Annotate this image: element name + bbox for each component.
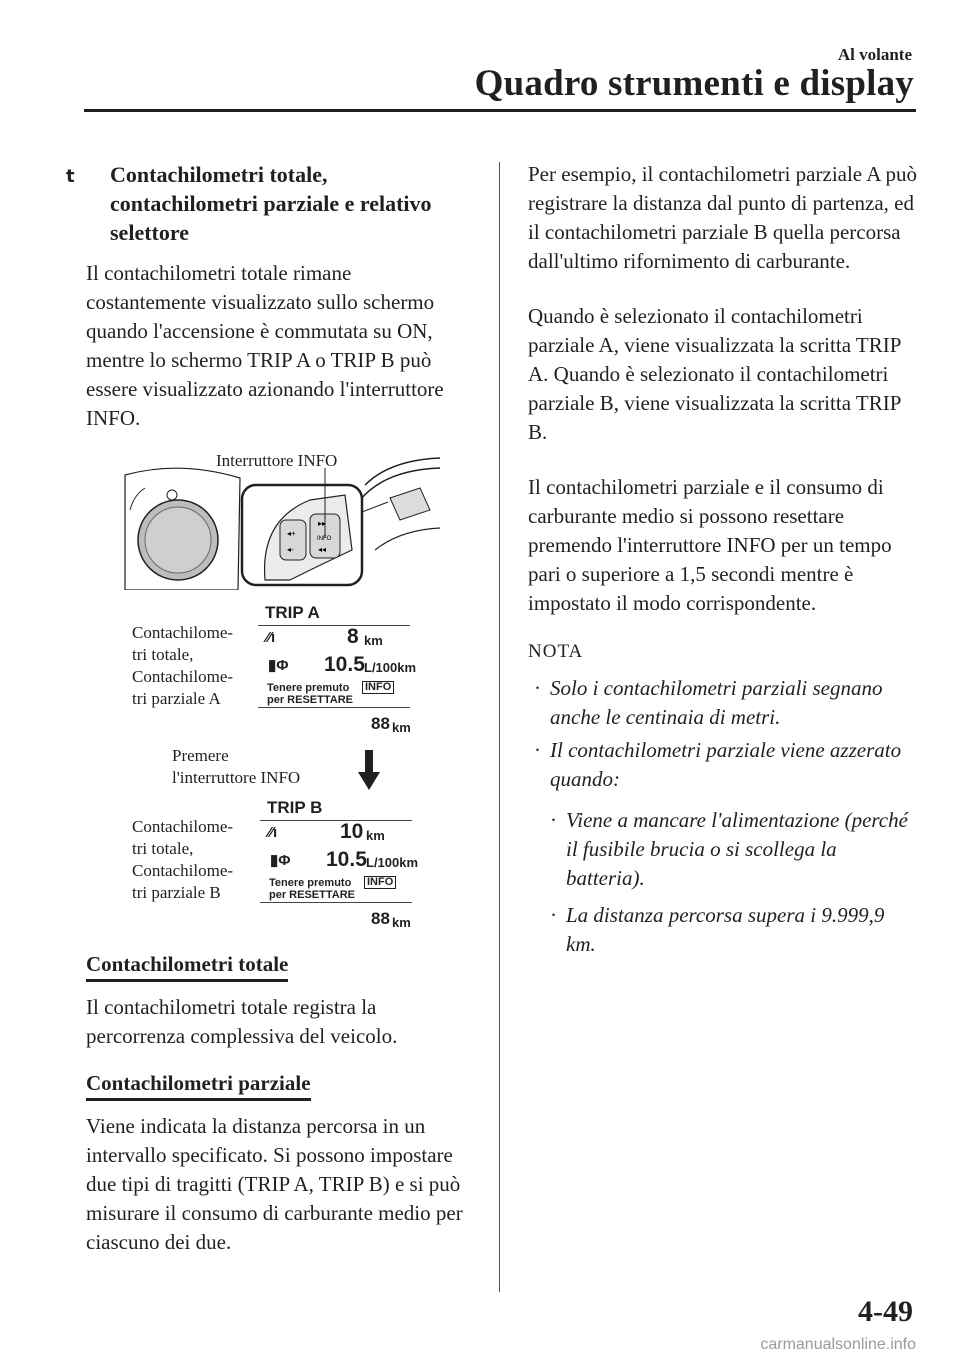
trip-a-distance-unit: km: [364, 633, 383, 648]
svg-text:INFO: INFO: [317, 536, 332, 542]
subheading-trip-meter: Contachilometri parziale: [86, 1069, 311, 1100]
display-b-caption-line: Contachilome-: [132, 861, 234, 880]
display-trip-a: [258, 603, 418, 738]
heading-marker-icon: t: [66, 166, 75, 187]
trip-b-rule-bottom: [260, 902, 412, 903]
right-column: [528, 160, 918, 963]
trip-b-title: TRIP B: [267, 798, 323, 817]
left-column-lower: [86, 950, 476, 1277]
trip-b-odometer: 88: [371, 909, 390, 928]
display-a-caption-line: Contachilome-: [132, 623, 234, 642]
display-a-caption-line: tri totale,: [132, 645, 194, 664]
section-heading: [66, 160, 476, 247]
note-bullet: [528, 674, 918, 732]
trip-a-title: TRIP A: [265, 603, 320, 622]
display-b-caption: [132, 816, 233, 904]
trip-meter-paragraph: Viene indicata la distanza percorsa in un intervallo specificato. Si possono impostare due tipi di tragitti (TRIP A, TRIP B) e si può misurare il consumo di carburante medio per ciascuno dei due.: [86, 1114, 463, 1254]
note-label: NOTA: [528, 641, 584, 662]
trip-a-distance: 8: [347, 625, 359, 648]
display-a-caption: [132, 622, 233, 710]
trip-a-info-box: INFO: [362, 681, 394, 694]
trip-b-consumption: 10.5: [326, 848, 367, 871]
note-bullet-text: Il contachilometri parziale viene azzerato quando:: [550, 738, 902, 791]
trip-a-consumption: 10.5: [324, 653, 365, 676]
section-heading-text: Contachilometri totale, contachilometri parziale e relativo selettore: [110, 162, 432, 245]
selection-paragraph: Quando è selezionato il contachilometri parziale A, viene visualizzata la scritta TRIP A. Quando è selezionato il contachilometri parziale B, viene visualizzata la scritta TRIP B.: [528, 304, 901, 444]
svg-text:◂-: ◂-: [287, 545, 294, 554]
distance-icon: ⁄⁄ı: [266, 629, 276, 646]
page-title: Quadro strumenti e display: [474, 63, 914, 104]
column-divider: [499, 162, 500, 1292]
info-switch-label: Interruttore INFO: [216, 451, 338, 470]
bullet-dot-icon: ·: [534, 676, 541, 700]
trip-b-odometer-unit: km: [392, 915, 411, 930]
left-column: [66, 160, 476, 453]
subheading-odometer: Contachilometri totale: [86, 950, 288, 981]
display-a-caption-line: Contachilome-: [132, 667, 234, 686]
display-b-caption-line: tri parziale B: [132, 883, 221, 902]
fuel-consumption-icon: ▮Φ: [268, 657, 289, 674]
note-bullet-text: Solo i contachilometri parziali segnano anche le centinaia di metri.: [550, 676, 883, 729]
fuel-consumption-icon: ▮Φ: [270, 852, 291, 869]
trip-a-odometer: 88: [371, 714, 390, 733]
bullet-dot-icon: ·: [550, 808, 557, 832]
header-rule: [84, 109, 916, 112]
display-b-caption-line: Contachilome-: [132, 817, 234, 836]
example-paragraph: Per esempio, il contachilometri parziale A può registrare la distanza dal punto di partenza, ed il contachilometri parziale B quella percorsa dall'ultimo rifornimento di carburante.: [528, 162, 917, 273]
watermark: carmanualsonline.info: [760, 1336, 916, 1353]
intro-paragraph: Il contachilometri totale rimane costantemente visualizzato sullo schermo quando l'accensione è commutata su ON, mentre lo schermo TRIP A o TRIP B può essere visualizzato azionando l'interruttore INFO.: [86, 261, 444, 430]
trip-b-rule: [260, 820, 412, 821]
note-sub-bullet-text: Viene a mancare l'alimentazione (perché il fusibile brucia o si scollega la batteria).: [566, 808, 908, 890]
trip-a-odometer-unit: km: [392, 720, 411, 735]
instrument-figure: [120, 440, 440, 940]
note-sub-bullet: [528, 901, 918, 959]
trip-b-hint-line1: Tenere premuto: [269, 877, 352, 889]
display-a-caption-line: tri parziale A: [132, 689, 221, 708]
reset-paragraph: Il contachilometri parziale e il consumo di carburante medio si possono resettare premendo l'interruttore INFO per un tempo pari o superiore a 1,5 secondi mentre è impostato il modo corrispondente.: [528, 475, 892, 615]
display-trip-b: [260, 798, 420, 933]
trip-a-consumption-unit: L/100km: [364, 660, 417, 675]
trip-b-info-box: INFO: [364, 876, 396, 889]
trip-a-rule: [258, 625, 410, 626]
note-sub-bullet-text: La distanza percorsa supera i 9.999,9 km.: [566, 903, 885, 956]
note-sub-bullet: [528, 806, 918, 893]
trip-a-hint-line1: Tenere premuto: [267, 682, 350, 694]
note-bullet: [528, 736, 918, 794]
press-caption-line: Premere: [172, 746, 229, 765]
trip-b-hint-line2: per RESETTARE: [269, 889, 355, 901]
bullet-dot-icon: ·: [534, 738, 541, 762]
svg-text:◂+: ◂+: [287, 529, 296, 538]
press-caption: [172, 745, 300, 789]
section-label: Al volante: [837, 45, 912, 64]
trip-b-distance: 10: [340, 820, 364, 843]
distance-icon: ⁄⁄ı: [268, 824, 278, 841]
trip-a-rule-bottom: [258, 707, 410, 708]
svg-text:◂◂: ◂◂: [318, 545, 327, 554]
arrow-down-icon: [358, 750, 380, 790]
press-caption-line: l'interruttore INFO: [172, 768, 301, 787]
svg-text:▸▸: ▸▸: [318, 519, 327, 528]
trip-b-consumption-unit: L/100km: [366, 855, 419, 870]
trip-a-hint-line2: per RESETTARE: [267, 694, 353, 706]
page-number: 4-49: [858, 1295, 913, 1328]
odometer-paragraph: Il contachilometri totale registra la percorrenza complessiva del veicolo.: [86, 995, 398, 1048]
bullet-dot-icon: ·: [550, 903, 557, 927]
display-b-caption-line: tri totale,: [132, 839, 194, 858]
trip-b-distance-unit: km: [366, 828, 385, 843]
